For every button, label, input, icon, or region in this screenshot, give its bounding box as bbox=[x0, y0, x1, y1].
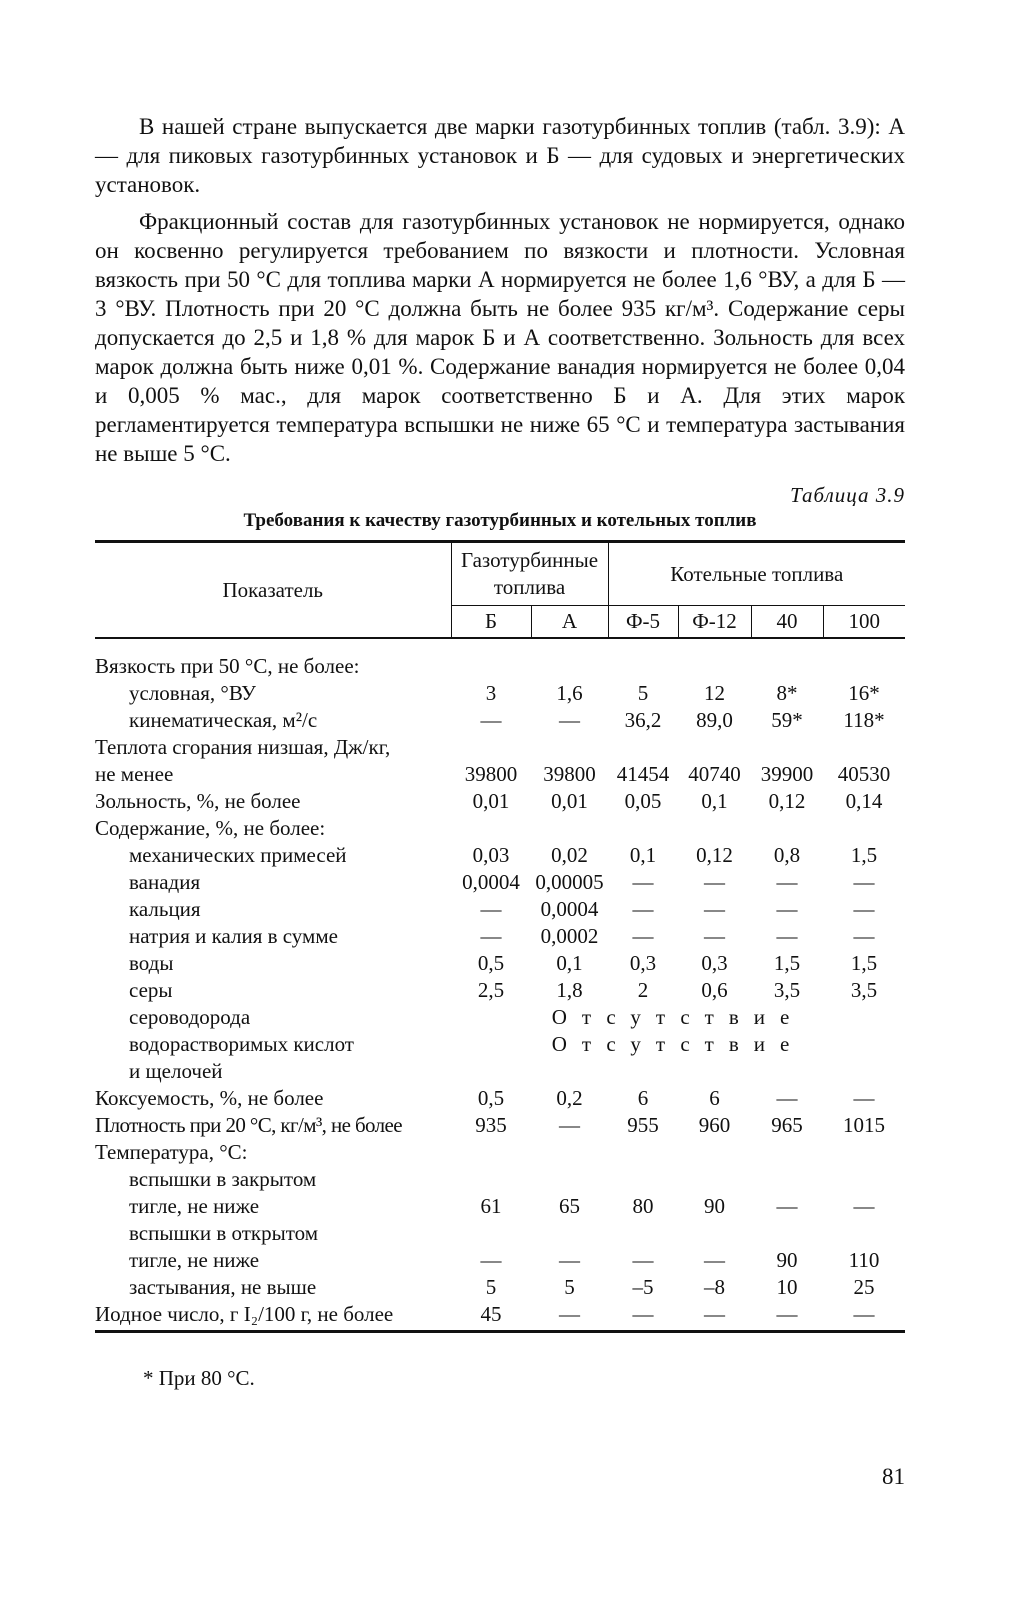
table-row bbox=[95, 1247, 905, 1274]
table-cell bbox=[823, 1166, 905, 1193]
table-cell bbox=[608, 1058, 678, 1085]
table-cell: 1,5 bbox=[773, 951, 801, 975]
table-cell: 40530 bbox=[837, 762, 891, 786]
header-col-100: 100 bbox=[823, 606, 905, 639]
table-cell bbox=[608, 1139, 678, 1166]
table-row bbox=[95, 950, 905, 977]
footnote: * При 80 °С. bbox=[143, 1366, 255, 1390]
page-number: 81 bbox=[882, 1464, 905, 1489]
table-cell bbox=[678, 734, 751, 761]
table-cell bbox=[531, 1139, 608, 1166]
row-label: условная, °ВУ bbox=[129, 681, 257, 705]
table-cell: 0,01 bbox=[551, 789, 588, 813]
table-cell: 41454 bbox=[616, 762, 670, 786]
table-cell: 0,6 bbox=[701, 978, 728, 1002]
table-cell: 935 bbox=[475, 1113, 507, 1137]
table-cell bbox=[608, 815, 678, 842]
table-header-row bbox=[95, 542, 905, 606]
table-row bbox=[95, 707, 905, 734]
table-cell: — bbox=[853, 870, 875, 894]
table-cell: 39800 bbox=[464, 762, 518, 786]
table-cell: 16* bbox=[848, 681, 880, 705]
row-label: натрия и калия в сумме bbox=[129, 924, 338, 948]
table-cell: 0,8 bbox=[773, 843, 801, 867]
table-cell: 61 bbox=[480, 1194, 502, 1218]
table-row bbox=[95, 1085, 905, 1112]
table-cell: 0,05 bbox=[624, 789, 662, 813]
table-cell bbox=[751, 1058, 823, 1085]
table-cell: 0,5 bbox=[477, 1086, 505, 1110]
table-cell: 6 bbox=[637, 1086, 649, 1110]
table-cell bbox=[678, 1139, 751, 1166]
table-cell: — bbox=[704, 924, 726, 948]
table-cell bbox=[451, 638, 531, 680]
row-label: застывания, не выше bbox=[129, 1275, 317, 1299]
table-row bbox=[95, 1193, 905, 1220]
table-cell: 10 bbox=[776, 1275, 798, 1299]
header-col-40: 40 bbox=[751, 606, 823, 639]
table-row bbox=[95, 1004, 905, 1031]
table-cell: 59* bbox=[771, 708, 803, 732]
table-cell: 45 bbox=[451, 1301, 531, 1332]
table-row bbox=[95, 842, 905, 869]
table-cell: 89,0 bbox=[696, 708, 733, 732]
spanned-value: Отсутствие bbox=[551, 1032, 805, 1056]
table-row bbox=[95, 1031, 905, 1058]
table-row bbox=[95, 1274, 905, 1301]
table-cell bbox=[451, 1166, 531, 1193]
paragraph-2: Фракционный состав для газотурбинных установок не нормируется, однако он косвенно регулируется требованием по вязкости и плотности. Условная вязкость при 50 °С для топлива марки А нормируется не более 1,6 °ВУ, а для Б — 3 °ВУ. Плотность при 20 °С должна быть не более 935 кг/м³. Содержание серы допускается до 2,5 и 1,8 % для марок Б и А соответственно. Зольность для всех марок должна быть ниже 0,01 %. Содержание ванадия нормируется не более 0,04 и 0,005 % мас., для марок соответственно Б и А. Для этих марок регламентируется температура вспышки не ниже 65 °С и температура застывания не выше 5 °С. bbox=[95, 209, 905, 466]
table-cell bbox=[751, 638, 823, 680]
table-cell: — bbox=[480, 897, 502, 921]
header-boiler-group: Котельные топлива bbox=[608, 542, 905, 606]
table-cell: 40740 bbox=[688, 762, 741, 786]
table-row bbox=[95, 923, 905, 950]
header-col-b: Б bbox=[451, 606, 531, 639]
table-cell: 0,0002 bbox=[540, 924, 599, 948]
table-cell bbox=[678, 1220, 751, 1247]
table-cell: — bbox=[704, 1248, 726, 1272]
table-cell bbox=[608, 638, 678, 680]
row-label: сероводорода bbox=[129, 1005, 251, 1029]
table-cell: 0,12 bbox=[768, 789, 806, 813]
table-cell bbox=[678, 1058, 751, 1085]
table-number: Таблица 3.9 bbox=[790, 483, 905, 507]
table-row bbox=[95, 1139, 905, 1166]
row-label: ванадия bbox=[129, 870, 201, 894]
table-cell: — bbox=[559, 1248, 580, 1272]
table-cell: — bbox=[480, 924, 502, 948]
table-cell bbox=[823, 638, 905, 680]
table-cell: — bbox=[776, 897, 798, 921]
table-cell bbox=[531, 734, 608, 761]
table-cell: — bbox=[559, 1113, 580, 1137]
table-cell: 3 bbox=[485, 681, 497, 705]
table-cell: 1,8 bbox=[556, 978, 583, 1002]
table-cell: 39800 bbox=[543, 762, 596, 786]
table-cell bbox=[678, 638, 751, 680]
table-cell: 0,1 bbox=[556, 951, 583, 975]
table-cell bbox=[751, 1166, 823, 1193]
table-cell: 0,1 bbox=[701, 789, 728, 813]
table-cell: — bbox=[608, 1301, 678, 1332]
table-cell: 1,6 bbox=[556, 681, 583, 705]
header-col-f12: Ф-12 bbox=[678, 606, 751, 639]
table-cell: 5 bbox=[485, 1275, 497, 1299]
table-cell bbox=[451, 815, 531, 842]
table-cell: — bbox=[823, 1301, 905, 1332]
table-cell: — bbox=[776, 1086, 798, 1110]
table-cell: — bbox=[704, 897, 726, 921]
table-cell bbox=[451, 1139, 531, 1166]
table-cell bbox=[751, 815, 823, 842]
table-cell: 1,5 bbox=[850, 843, 878, 867]
table-title: Требования к качеству газотурбинных и котельных топлив bbox=[243, 510, 757, 531]
row-label: Плотность при 20 °С, кг/м³, не более bbox=[95, 1113, 402, 1137]
table-row bbox=[95, 1166, 905, 1193]
table-cell: 1015 bbox=[843, 1113, 886, 1137]
table-row bbox=[95, 680, 905, 707]
table-cell: 36,2 bbox=[624, 708, 662, 732]
table-cell bbox=[531, 638, 608, 680]
header-col-a: А bbox=[531, 606, 608, 639]
table-cell: — bbox=[480, 708, 502, 732]
table-cell: 65 bbox=[559, 1194, 580, 1218]
table-cell: — bbox=[853, 1086, 875, 1110]
table-body bbox=[95, 638, 905, 1332]
table-cell: — bbox=[704, 870, 726, 894]
table-cell: 0,0004 bbox=[540, 897, 599, 921]
table-cell: 955 bbox=[627, 1113, 659, 1137]
table-cell: 5 bbox=[637, 681, 649, 705]
table-cell: 965 bbox=[771, 1113, 803, 1137]
table-row bbox=[95, 869, 905, 896]
spanned-value: Отсутствие bbox=[551, 1005, 805, 1029]
row-label: воды bbox=[129, 951, 174, 975]
table-cell: 0,14 bbox=[845, 789, 883, 813]
table-cell bbox=[751, 1139, 823, 1166]
table-cell: 960 bbox=[698, 1113, 731, 1137]
table-cell: –8 bbox=[704, 1275, 726, 1299]
table-cell bbox=[823, 1139, 905, 1166]
table-row bbox=[95, 977, 905, 1004]
requirements-table bbox=[95, 540, 905, 1333]
table-row bbox=[95, 1112, 905, 1139]
table-cell: 12 bbox=[704, 681, 726, 705]
table-cell: — bbox=[480, 1248, 502, 1272]
table-cell: 0,00005 bbox=[535, 870, 604, 894]
table-cell: 0,5 bbox=[477, 951, 505, 975]
table-cell bbox=[608, 1220, 678, 1247]
table-cell bbox=[451, 1220, 531, 1247]
row-label: тигле, не ниже bbox=[129, 1194, 260, 1218]
table-cell: 25 bbox=[853, 1275, 875, 1299]
row-label: вспышки в закрытом bbox=[129, 1167, 317, 1191]
table-row bbox=[95, 734, 905, 761]
header-col-f5: Ф-5 bbox=[608, 606, 678, 639]
table-cell bbox=[451, 734, 531, 761]
table-cell: — bbox=[776, 870, 798, 894]
table-cell bbox=[823, 1220, 905, 1247]
table-cell: 0,02 bbox=[551, 843, 588, 867]
table-cell: — bbox=[853, 1194, 875, 1218]
table-cell: 110 bbox=[848, 1248, 880, 1272]
table-cell: 118* bbox=[843, 708, 885, 732]
table-cell bbox=[608, 1166, 678, 1193]
table-cell: 1,5 bbox=[850, 951, 878, 975]
row-label: Теплота сгорания низшая, Дж/кг, bbox=[95, 735, 391, 759]
table-row bbox=[95, 1301, 905, 1332]
table-cell bbox=[531, 1220, 608, 1247]
page-content bbox=[95, 112, 905, 1391]
table-cell: — bbox=[632, 897, 654, 921]
table-cell bbox=[823, 815, 905, 842]
table-cell bbox=[751, 1220, 823, 1247]
row-label: вспышки в открытом bbox=[129, 1221, 318, 1245]
table-cell: 8* bbox=[776, 681, 798, 705]
table-cell: — bbox=[632, 870, 654, 894]
row-label: Коксуемость, %, не более bbox=[95, 1086, 324, 1110]
row-label: механических примесей bbox=[129, 843, 347, 867]
table-cell: — bbox=[776, 924, 798, 948]
table-cell: 2,5 bbox=[477, 978, 505, 1002]
table-cell: 90 bbox=[776, 1248, 798, 1272]
row-label: водорастворимых кислот bbox=[129, 1032, 354, 1056]
table-cell: — bbox=[678, 1301, 751, 1332]
table-cell: — bbox=[559, 708, 580, 732]
table-cell: 80 bbox=[632, 1194, 654, 1218]
table-cell bbox=[531, 1166, 608, 1193]
table-cell: 0,3 bbox=[629, 951, 657, 975]
paragraph-1: В нашей стране выпускается две марки газотурбинных топлив (табл. 3.9): А — для пиковых газотурбинных установок и Б — для судовых и энергетических установок. bbox=[95, 114, 905, 197]
table-cell: 0,01 bbox=[472, 789, 510, 813]
table-cell: — bbox=[632, 924, 654, 948]
table-cell: 3,5 bbox=[773, 978, 801, 1002]
row-label: не менее bbox=[95, 762, 174, 786]
table-cell: 0,2 bbox=[556, 1086, 583, 1110]
table-cell bbox=[823, 734, 905, 761]
table-cell: 39900 bbox=[760, 762, 814, 786]
header-indicator: Показатель bbox=[95, 542, 451, 639]
table-cell: 90 bbox=[704, 1194, 726, 1218]
table-row bbox=[95, 1058, 905, 1085]
table-cell: 2 bbox=[637, 978, 649, 1002]
table-cell: — bbox=[632, 1248, 654, 1272]
table-cell: 0,12 bbox=[696, 843, 733, 867]
table-cell: 0,3 bbox=[701, 951, 728, 975]
table-cell: 5 bbox=[564, 1275, 575, 1299]
table-cell: — bbox=[751, 1301, 823, 1332]
row-label: кинематическая, м²/с bbox=[129, 708, 318, 732]
table-cell: 6 bbox=[709, 1086, 720, 1110]
row-label: Температура, °С: bbox=[95, 1140, 248, 1164]
table-cell: — bbox=[531, 1301, 608, 1332]
table-cell bbox=[678, 1166, 751, 1193]
row-label: и щелочей bbox=[129, 1059, 223, 1083]
table-cell: 0,0004 bbox=[462, 870, 520, 894]
table-cell: — bbox=[853, 897, 875, 921]
row-label: тигле, не ниже bbox=[129, 1248, 260, 1272]
table-cell bbox=[751, 734, 823, 761]
table-cell: 0,03 bbox=[472, 843, 510, 867]
row-label: кальция bbox=[129, 897, 201, 921]
header-gas-turbine-group: Газотурбинные топлива bbox=[451, 542, 608, 606]
table-row bbox=[95, 788, 905, 815]
table-cell: — bbox=[776, 1194, 798, 1218]
table-row bbox=[95, 1220, 905, 1247]
row-label: Зольность, %, не более bbox=[95, 789, 301, 813]
table-row bbox=[95, 815, 905, 842]
table-row bbox=[95, 896, 905, 923]
table-cell: 3,5 bbox=[850, 978, 878, 1002]
table-row bbox=[95, 761, 905, 788]
table-cell bbox=[531, 815, 608, 842]
table-cell bbox=[678, 815, 751, 842]
row-label: серы bbox=[129, 978, 173, 1002]
row-label: Иодное число, г I₂/100 г, не более bbox=[95, 1301, 451, 1332]
row-label: Содержание, %, не более: bbox=[95, 816, 326, 840]
table-cell: 0,1 bbox=[629, 843, 657, 867]
table-cell bbox=[531, 1058, 608, 1085]
table-cell bbox=[823, 1058, 905, 1085]
row-label: Вязкость при 50 °С, не более: bbox=[95, 654, 360, 678]
table-cell: — bbox=[853, 924, 875, 948]
table-row bbox=[95, 638, 905, 680]
table-cell bbox=[608, 734, 678, 761]
table-cell bbox=[451, 1058, 531, 1085]
table-cell: –5 bbox=[632, 1275, 654, 1299]
